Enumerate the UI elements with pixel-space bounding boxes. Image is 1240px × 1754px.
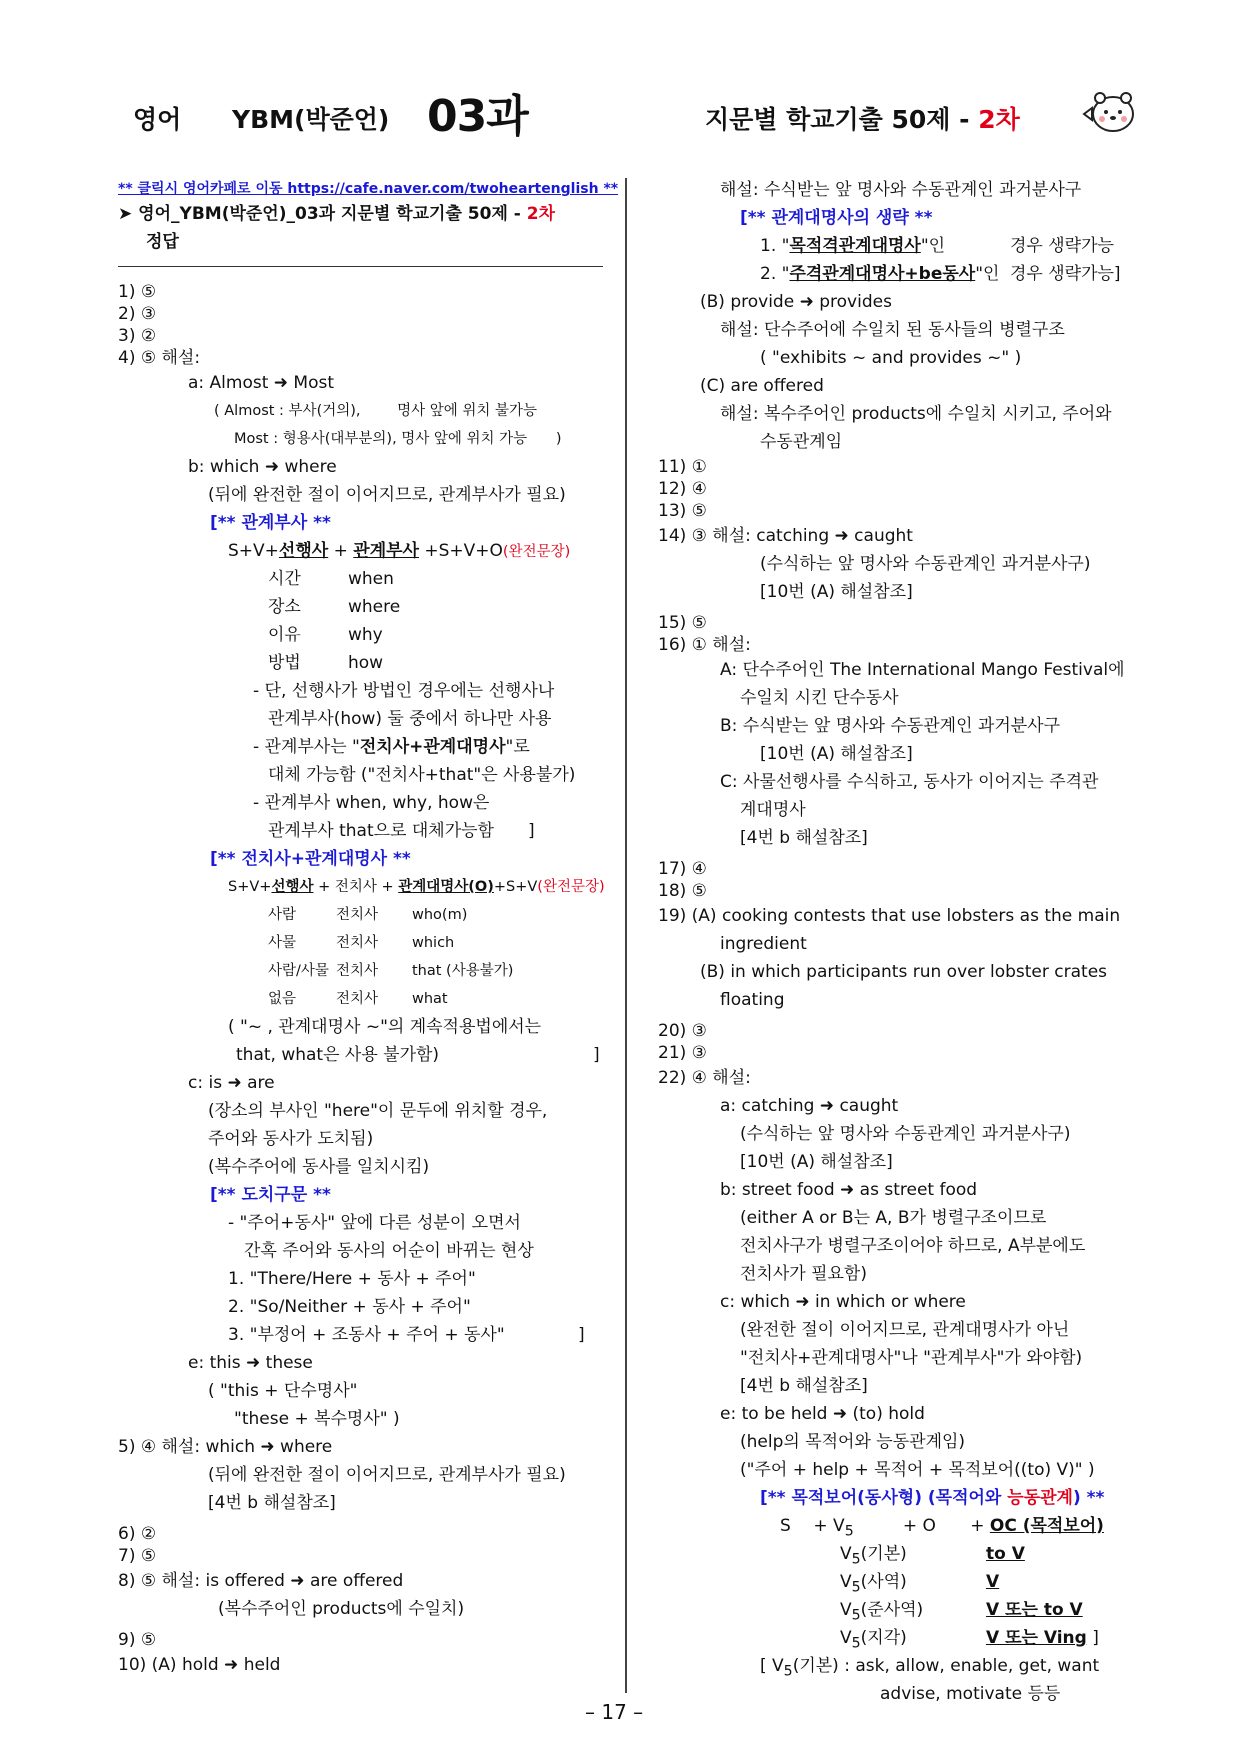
rel-n2a-2: 전치사+관계대명사	[359, 737, 506, 757]
prep-rel-heading: [** 전치사+관계대명사 **	[210, 849, 411, 869]
answer-19b-2: floating	[720, 990, 785, 1010]
answer-22b-note-1: (either A or B는 A, B가 병렬구조이므로	[740, 1208, 1047, 1228]
answer-14: 14) ③ 해설: catching ➜ caught	[658, 526, 913, 546]
answer-10: 10) (A) hold ➜ held	[118, 1655, 281, 1675]
almost-note-b: 명사 앞에 위치 불가능	[397, 403, 538, 419]
answer-4e-note-2: "these + 복수명사" )	[234, 1409, 400, 1429]
oc-row-type: (지각)	[860, 1628, 907, 1648]
rel-note-2b: 대체 가능함 ("전치사+that"은 사용불가)	[268, 765, 576, 785]
rel-f2: 선행사	[278, 541, 329, 561]
close-bracket: ]	[578, 1325, 585, 1345]
answer-16c-3: [4번 b 해설참조]	[740, 828, 868, 848]
answer-7: 7) ⑤	[118, 1546, 157, 1566]
rel-row-key: 방법	[268, 653, 301, 673]
answer-6: 6) ②	[118, 1524, 157, 1544]
oc-row-sub: 5	[851, 1635, 861, 1652]
doc-title	[118, 200, 603, 228]
prep-note-1: ( "~ , 관계대명사 ~"의 계속적용법에서는	[228, 1017, 542, 1037]
oc-head-b: 능동관계	[1007, 1488, 1073, 1508]
page-title	[705, 100, 1020, 136]
answer-10c: (C) are offered	[700, 376, 824, 396]
oc-row-key: V	[840, 1628, 852, 1648]
omit2-d: 경우 생략가능]	[1010, 264, 1121, 284]
omit-rule-2	[658, 260, 1138, 288]
prep-f6: (완전문장)	[537, 879, 605, 895]
answer-10c-note-2: 수동관계임	[760, 432, 843, 452]
prep-row-val: who(m)	[412, 907, 468, 923]
answer-22e-note-2: ("주어 + help + 목적어 + 목적보어((to) V)" )	[740, 1460, 1095, 1480]
answer-15: 15) ⑤	[658, 613, 707, 633]
answer-17: 17) ④	[658, 859, 707, 879]
cafe-link[interactable]: ** 클릭시 영어카페로 이동 https://cafe.naver.com/twoheartenglish **	[118, 181, 619, 197]
oc-formula	[658, 1512, 1138, 1540]
answer-22b: b: street food ➜ as street food	[720, 1180, 978, 1200]
rel-f4: 관계부사	[353, 541, 419, 561]
answer-10b-note-1: 해설: 단수주어에 수일치 된 동사들의 병렬구조	[720, 320, 1065, 340]
answer-10b: (B) provide ➜ provides	[700, 292, 892, 312]
prep-row-key: 사람	[268, 907, 297, 923]
inversion-rule-1: 1. "There/Here + 동사 + 주어"	[228, 1269, 476, 1289]
omit2-c: "인	[975, 264, 1000, 284]
prep-row-mid: 전치사	[336, 991, 379, 1007]
page-number: – 17 –	[585, 1700, 644, 1724]
oc-f5: OC (목적보어)	[989, 1516, 1104, 1536]
prep-row-key: 없음	[268, 991, 297, 1007]
right-column	[658, 176, 1138, 1708]
rel-row-key: 장소	[268, 597, 301, 617]
rel-note-3a: - 관계부사 when, why, how은	[253, 793, 490, 813]
prep-note-2-text: that, what은 사용 불가함)	[236, 1045, 440, 1065]
close-bracket: ]	[1092, 1628, 1099, 1648]
omit1-a: 1. "	[760, 236, 790, 256]
inversion-rule-3-text: 3. "부정어 + 조동사 + 주어 + 동사"	[228, 1325, 505, 1345]
rel-note-3b	[118, 817, 603, 845]
inversion-rule-2: 2. "So/Neither + 동사 + 주어"	[228, 1297, 471, 1317]
title-round: 2차	[978, 105, 1020, 134]
prep-row	[118, 985, 603, 1013]
prep-f2: 선행사	[271, 879, 314, 895]
answer-22c-note-2: "전치사+관계대명사"나 "관계부사"가 와야함)	[740, 1348, 1083, 1368]
prep-row	[118, 929, 603, 957]
rel-n2a-3: "로	[505, 737, 530, 757]
oc-row	[658, 1596, 1138, 1624]
answer-4c-note-1: (장소의 부사인 "here"이 문두에 위치할 경우,	[208, 1101, 548, 1121]
doc-title-text: ➤ 영어_YBM(박준언)_03과 지문별 학교기출 50제 -	[118, 204, 521, 224]
answer-4e: e: this ➜ these	[188, 1353, 313, 1373]
oc-f1: S	[780, 1516, 791, 1536]
prep-row-mid: 전치사	[336, 963, 379, 979]
rel-row-key: 이유	[268, 625, 301, 645]
rel-row-val: where	[348, 597, 401, 617]
answer-16b-2: [10번 (A) 해설참조]	[760, 744, 913, 764]
oc-note-1	[658, 1652, 1138, 1680]
answer-2: 2) ③	[118, 304, 157, 324]
oc-head-c: ) **	[1072, 1488, 1105, 1508]
answer-5-note-1: (뒤에 완전한 절이 이어지므로, 관계부사가 필요)	[208, 1465, 566, 1485]
oc-row-type: (준사역)	[860, 1600, 924, 1620]
prep-row-mid: 전치사	[336, 935, 379, 951]
almost-note	[118, 397, 603, 425]
column-divider	[625, 178, 627, 1693]
prep-rel-table	[118, 901, 603, 1013]
rel-n3b-text: 관계부사 that으로 대체가능함	[268, 821, 494, 841]
answer-19a-1: 19) (A) cooking contests that use lobsters as the main	[658, 906, 1121, 926]
answer-22c-note-3: [4번 b 해설참조]	[740, 1376, 868, 1396]
omit1-c: "인	[920, 236, 946, 256]
answer-4b-note: (뒤에 완전한 절이 이어지므로, 관계부사가 필요)	[208, 485, 566, 505]
prep-f4: 관계대명사(O)	[398, 879, 494, 895]
oc-row	[658, 1624, 1138, 1652]
oc-n1-b: (기본) : ask, allow, enable, get, want	[792, 1656, 1100, 1676]
inversion-rule-3	[118, 1321, 603, 1349]
close-bracket: ]	[528, 821, 535, 841]
rel-adverb-formula	[118, 537, 603, 565]
prep-row-val: that (사용불가)	[412, 963, 514, 979]
oc-row-key: V	[840, 1544, 852, 1564]
oc-row	[658, 1568, 1138, 1596]
rel-f6: (완전문장)	[502, 544, 571, 560]
rel-row-val: when	[348, 569, 394, 589]
answer-4b: b: which ➜ where	[188, 457, 337, 477]
bear-mascot-icon	[1080, 88, 1138, 138]
title-main: 지문별 학교기출 50제 -	[705, 105, 970, 134]
oc-row-val: V 또는 to V	[986, 1600, 1083, 1620]
answer-1: 1) ⑤	[118, 282, 157, 302]
answer-5-note-2: [4번 b 해설참조]	[208, 1493, 336, 1513]
rel-row-key: 시간	[268, 569, 301, 589]
prep-rel-formula	[118, 873, 603, 901]
inversion-note-2: 간혹 주어와 동사의 어순이 바뀌는 현상	[244, 1241, 534, 1261]
textbook-label: YBM(박준언)	[232, 105, 390, 134]
answer-3: 3) ②	[118, 326, 157, 346]
oc-row-sub: 5	[851, 1607, 861, 1624]
rel-f3: +	[328, 541, 354, 561]
doc-subtitle: 정답	[146, 232, 179, 252]
omit-rule-1	[658, 232, 1138, 260]
answer-8: 8) ⑤ 해설: is offered ➜ are offered	[118, 1571, 404, 1591]
answer-14-note-2: [10번 (A) 해설참조]	[760, 582, 913, 602]
oc-n1-sub: 5	[783, 1663, 793, 1680]
prep-row	[118, 957, 603, 985]
oc-f4: +	[970, 1516, 990, 1536]
rel-row	[118, 593, 603, 621]
oc-row-type: (기본)	[860, 1544, 907, 1564]
answer-11: 11) ①	[658, 457, 707, 477]
most-note	[118, 425, 603, 453]
answer-21: 21) ③	[658, 1043, 707, 1063]
answer-18: 18) ⑤	[658, 881, 707, 901]
answer-16a-1: A: 단수주어인 The International Mango Festival에	[720, 660, 1125, 680]
rel-row-val: why	[348, 625, 383, 645]
answer-13: 13) ⑤	[658, 501, 707, 521]
oc-row-val: to V	[986, 1544, 1025, 1564]
prep-f1: S+V+	[228, 879, 272, 895]
prep-f5: +S+V	[493, 879, 538, 895]
oc-head-a: [** 목적보어(동사형) (목적어와	[760, 1488, 1008, 1508]
answer-22: 22) ④ 해설:	[658, 1068, 751, 1088]
most-note-b: )	[555, 431, 562, 447]
omit2-b: 주격관계대명사+be동사	[789, 264, 976, 284]
answer-12: 12) ④	[658, 479, 707, 499]
answer-22e-note-1: (help의 목적어와 능동관계임)	[740, 1432, 966, 1452]
answer-4: 4) ⑤ 해설:	[118, 348, 201, 368]
answer-22b-note-3: 전치사가 필요함)	[740, 1264, 867, 1284]
oc-f3: + O	[902, 1516, 936, 1536]
oc-table	[658, 1540, 1138, 1652]
answer-4a: a: Almost ➜ Most	[188, 373, 335, 393]
omit1-b: 목적격관계대명사	[789, 236, 921, 256]
section-rule	[118, 266, 603, 267]
rel-note-1b: 관계부사(how) 둘 중에서 하나만 사용	[268, 709, 552, 729]
oc-row-key: V	[840, 1600, 852, 1620]
answer-4e-note-1: ( "this + 단수명사"	[208, 1381, 358, 1401]
rel-row	[118, 649, 603, 677]
prep-row	[118, 901, 603, 929]
oc-row-val: V 또는 Ving	[986, 1628, 1087, 1648]
answer-19b-1: (B) in which participants run over lobster crates	[700, 962, 1108, 982]
answer-4c-note-3: (복수주어에 동사를 일치시킴)	[208, 1157, 430, 1177]
oc-note-2: advise, motivate 등등	[880, 1684, 1061, 1704]
answer-16b-1: B: 수식받는 앞 명사와 수동관계인 과거분사구	[720, 716, 1061, 736]
answer-8-note: (복수주어인 products에 수일치)	[218, 1599, 465, 1619]
oc-row-type: (사역)	[860, 1572, 907, 1592]
oc-row-sub: 5	[851, 1579, 861, 1596]
prep-row-val: which	[412, 935, 455, 951]
most-note-a: Most : 형용사(대부분의), 명사 앞에 위치 가능	[234, 431, 528, 447]
answer-22b-note-2: 전치사구가 병렬구조이어야 하므로, A부분에도	[740, 1236, 1086, 1256]
answer-4c-note-2: 주어와 동사가 도치됨)	[208, 1129, 374, 1149]
omit2-a: 2. "	[760, 264, 790, 284]
rel-f5: +S+V+O	[418, 541, 503, 561]
rel-note-1a: - 단, 선행사가 방법인 경우에는 선행사나	[253, 681, 555, 701]
rel-row	[118, 621, 603, 649]
answer-10c-note-1: 해설: 복수주어인 products에 수일치 시키고, 주어와	[720, 404, 1112, 424]
oc-row	[658, 1540, 1138, 1568]
lesson-label: 03과	[427, 91, 528, 142]
oc-row-val: V	[986, 1572, 1000, 1592]
rel-note-2a	[118, 733, 603, 761]
answer-16a-2: 수일치 시킨 단수동사	[740, 688, 899, 708]
prep-row-key: 사람/사물	[268, 963, 329, 979]
answer-22a: a: catching ➜ caught	[720, 1096, 899, 1116]
prep-row-key: 사물	[268, 935, 297, 951]
answer-14-note-1: (수식하는 앞 명사와 수동관계인 과거분사구)	[760, 554, 1091, 574]
answer-20: 20) ③	[658, 1021, 707, 1041]
oc-heading	[658, 1484, 1138, 1512]
close-bracket: ]	[593, 1045, 600, 1065]
answer-22a-note-2: [10번 (A) 해설참조]	[740, 1152, 893, 1172]
rel-f1: S+V+	[228, 541, 279, 561]
answer-4c: c: is ➜ are	[188, 1073, 275, 1093]
rel-adverb-heading: [** 관계부사 **	[210, 513, 331, 533]
answer-22e: e: to be held ➜ (to) hold	[720, 1404, 925, 1424]
answer-16c-1: C: 사물선행사를 수식하고, 동사가 이어지는 주격관	[720, 772, 1099, 792]
omit-heading: [** 관계대명사의 생략 **	[740, 208, 933, 228]
oc-n1-a: [ V	[760, 1656, 784, 1676]
left-column	[118, 176, 619, 1679]
answer-16c-2: 계대명사	[740, 800, 806, 820]
prep-note-2	[118, 1041, 603, 1069]
rel-row-val: how	[348, 653, 384, 673]
prep-row-mid: 전치사	[336, 907, 379, 923]
prep-row-val: what	[412, 991, 448, 1007]
answer-22c: c: which ➜ in which or where	[720, 1292, 966, 1312]
answer-10b-note-2: ( "exhibits ~ and provides ~" )	[760, 348, 1022, 368]
inversion-heading: [** 도치구문 **	[210, 1185, 331, 1205]
rel-n2a-1: - 관계부사는 "	[253, 737, 360, 757]
prep-f3: + 전치사 +	[313, 879, 399, 895]
answer-10-note: 해설: 수식받는 앞 명사와 수동관계인 과거분사구	[720, 180, 1082, 200]
answer-22c-note-1: (완전한 절이 이어지므로, 관계대명사가 아닌	[740, 1320, 1070, 1340]
oc-f2: + V	[813, 1516, 845, 1536]
rel-adverb-table	[118, 565, 603, 677]
answer-22a-note-1: (수식하는 앞 명사와 수동관계인 과거분사구)	[740, 1124, 1071, 1144]
answer-5: 5) ④ 해설: which ➜ where	[118, 1437, 333, 1457]
omit1-d: 경우 생략가능	[1010, 236, 1114, 256]
answer-16: 16) ① 해설:	[658, 635, 751, 655]
inversion-note-1: - "주어+동사" 앞에 다른 성분이 오면서	[228, 1213, 521, 1233]
doc-title-round: 2차	[526, 204, 556, 224]
answer-9: 9) ⑤	[118, 1630, 157, 1650]
oc-row-key: V	[840, 1572, 852, 1592]
rel-row	[118, 565, 603, 593]
oc-f2-sub: 5	[844, 1523, 854, 1540]
subject-label: 영어	[133, 105, 182, 134]
oc-row-sub: 5	[851, 1551, 861, 1568]
almost-note-a: ( Almost : 부사(거의),	[214, 403, 361, 419]
answer-19a-2: ingredient	[720, 934, 807, 954]
